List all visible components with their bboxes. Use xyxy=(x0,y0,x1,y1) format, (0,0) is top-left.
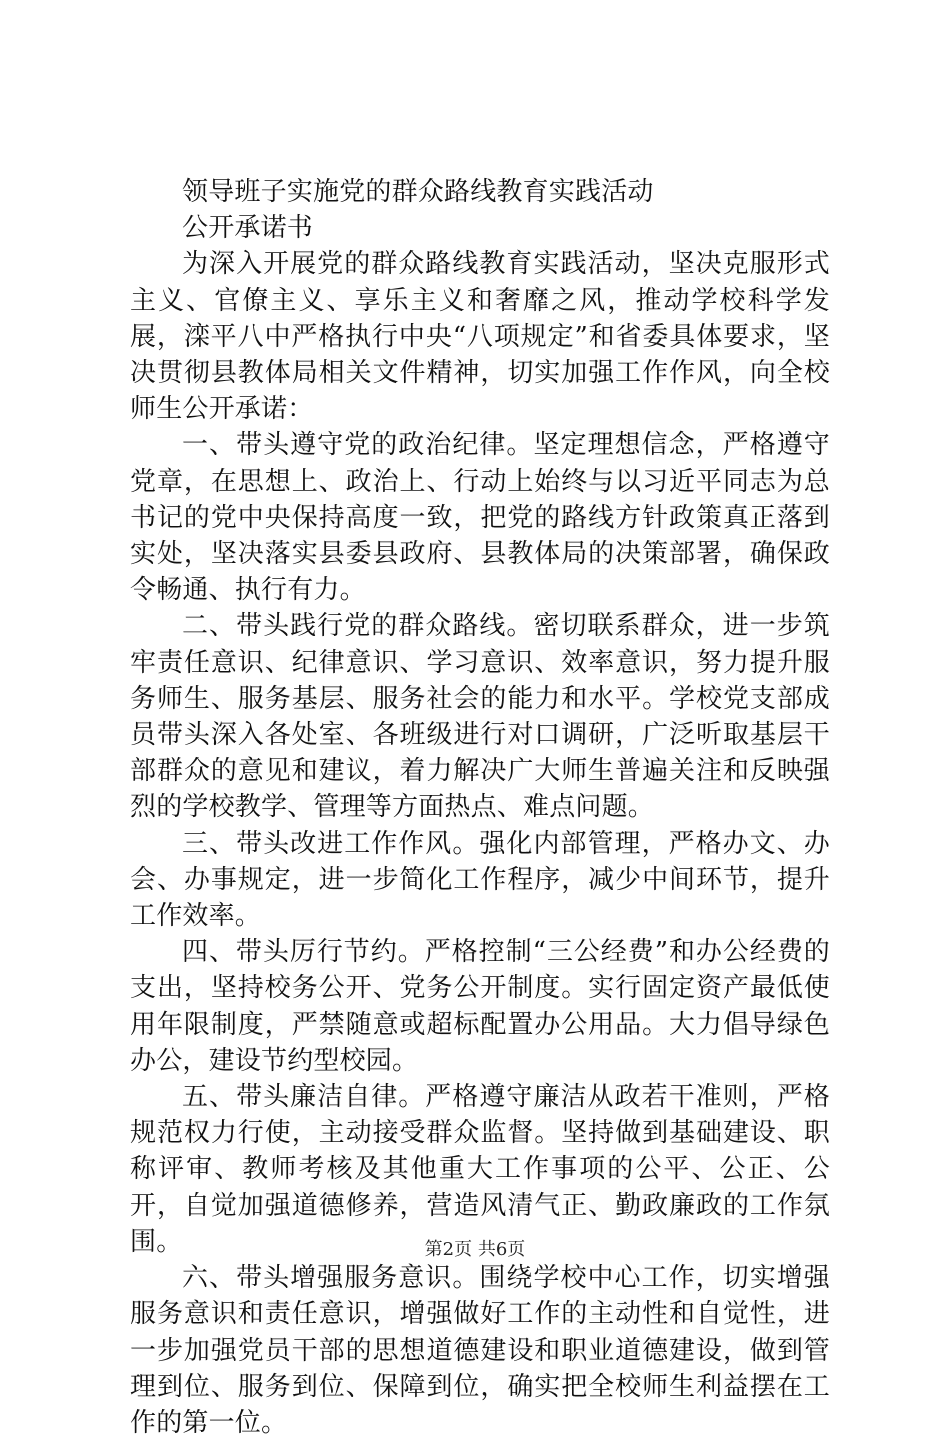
paragraph-item-6: 六、带头增强服务意识。围绕学校中心工作，切实增强服务意识和责任意识，增强做好工作的主动性和自觉性，进一步加强党员干部的思想道德建设和职业道德建设，做到管理到位、服务到位、保障到位，确实把全校师生利益摆在工作的第一位。 xyxy=(130,1263,830,1438)
paragraph-item-4: 四、带头厉行节约。严格控制“三公经费”和办公经费的支出，坚持校务公开、党务公开制度。实行固定资产最低使用年限制度，严禁随意或超标配置办公用品。大力倡导绿色办公，建设节约型校园。 xyxy=(130,937,830,1076)
paragraph-intro: 为深入开展党的群众路线教育实践活动，坚决克服形式主义、官僚主义、享乐主义和奢靡之风，推动学校科学发展，滦平八中严格执行中央“八项规定”和省委具体要求，坚决贯彻县教体局相关文件精神，切实加强工作作风，向全校师生公开承诺： xyxy=(130,249,830,425)
document-title-line-1: 领导班子实施党的群众路线教育实践活动 xyxy=(182,177,654,207)
paragraph-item-5: 五、带头廉洁自律。严格遵守廉洁从政若干准则，严格规范权力行使，主动接受群众监督。坚持做到基础建设、职称评审、教师考核及其他重大工作事项的公平、公正、公开，自觉加强道德修养，营造风清气正、勤政廉政的工作氛围。 xyxy=(130,1082,830,1257)
document-title-line-2: 公开承诺书 xyxy=(182,213,314,244)
page-number-footer: 第2页 共6页 xyxy=(424,1239,526,1260)
paragraph-item-2: 二、带头践行党的群众路线。密切联系群众，进一步筑牢责任意识、纪律意识、学习意识、效率意识，努力提升服务师生、服务基层、服务社会的能力和水平。学校党支部成员带头深入各处室、各班级进行对口调研，广泛听取基层干部群众的意见和建议，着力解决广大师生普遍关注和反映强烈的学校教学、管理等方面热点、难点问题。 xyxy=(130,611,830,823)
paragraph-item-3: 三、带头改进工作作风。强化内部管理，严格办文、办会、办事规定，进一步简化工作程序，减少中间环节，提升工作效率。 xyxy=(130,828,830,932)
paragraph-item-1: 一、带头遵守党的政治纪律。坚定理想信念，严格遵守党章，在思想上、政治上、行动上始终与以习近平同志为总书记的党中央保持高度一致，把党的路线方针政策真正落到实处，坚决落实县委县政府、县教体局的决策部署，确保政令畅通、执行有力。 xyxy=(130,430,830,606)
